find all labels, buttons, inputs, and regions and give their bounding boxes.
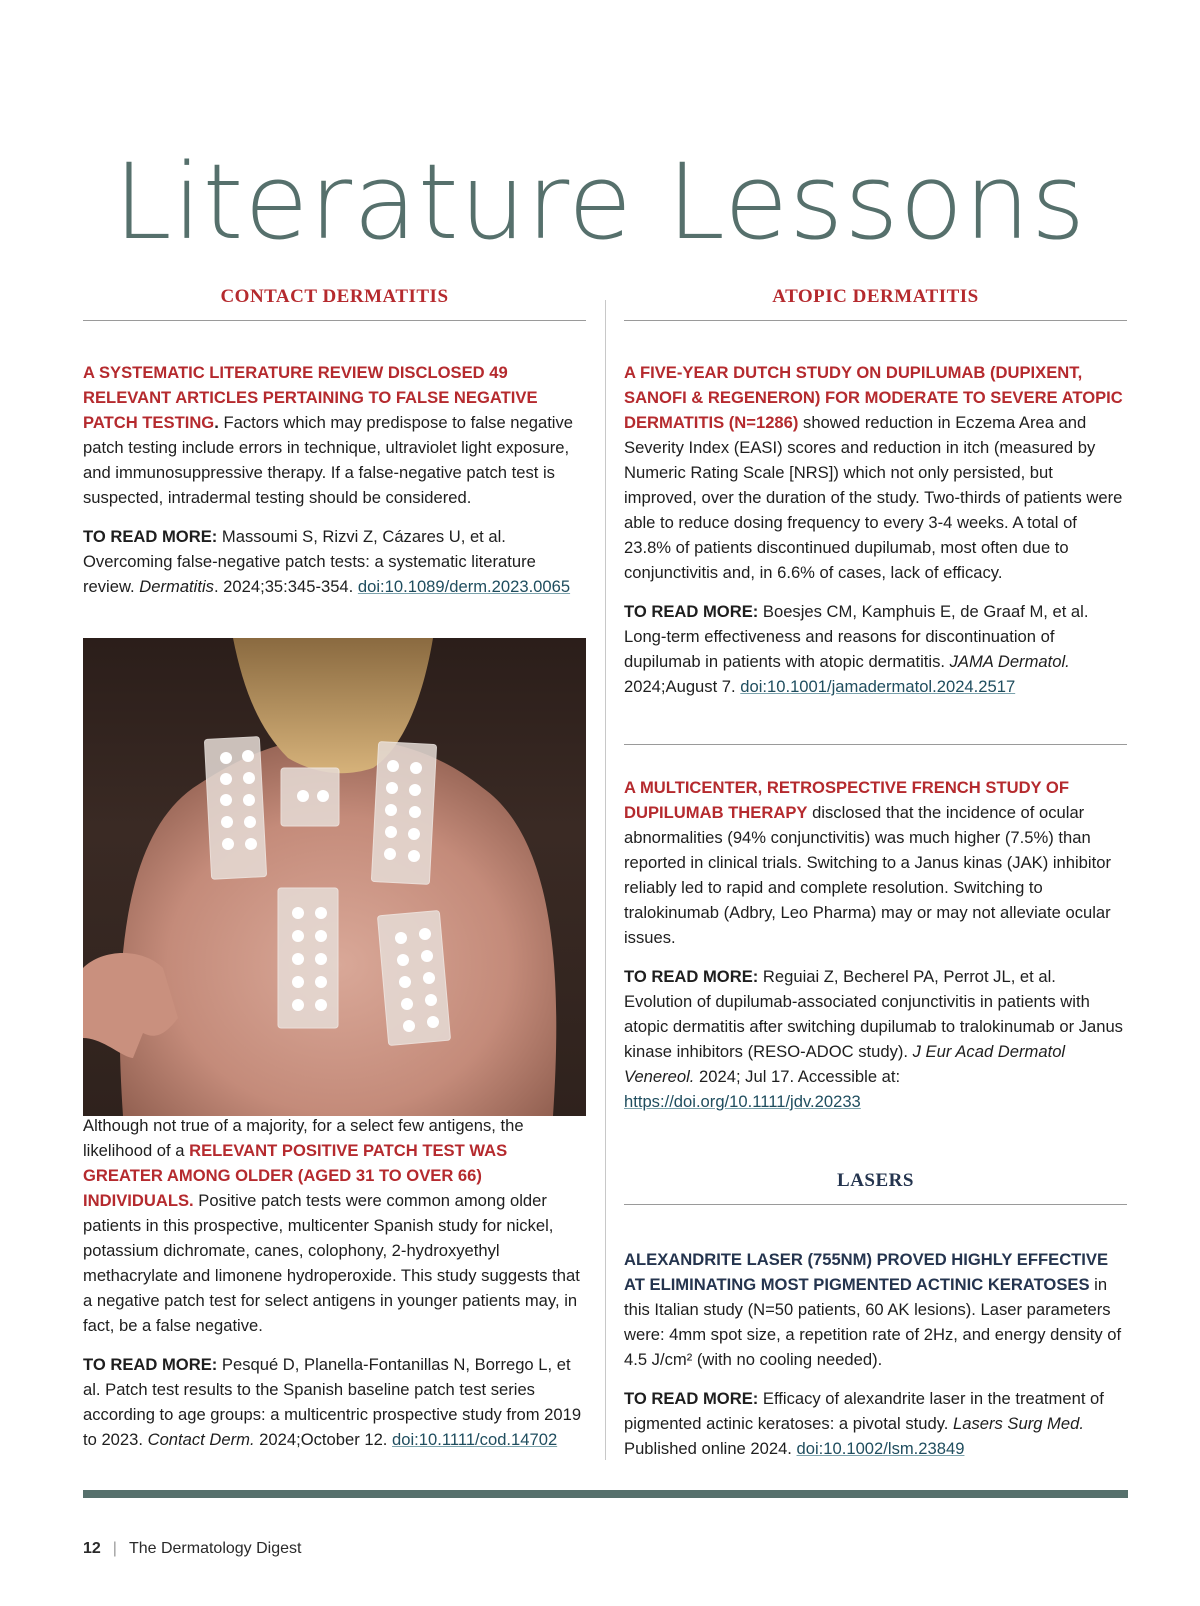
patch-test-illustration	[83, 638, 586, 1116]
article-false-negative-patch	[83, 360, 586, 599]
section-heading-contact-dermatitis: CONTACT DERMATITIS	[220, 286, 449, 307]
footer-separator: |	[112, 1540, 117, 1557]
doi-link[interactable]: doi:10.1089/derm.2023.0065	[357, 577, 571, 596]
journal-name: Contact Derm.	[147, 1430, 255, 1449]
bottom-bar	[83, 1490, 1128, 1498]
article-headline: RELEVANT POSITIVE PATCH TEST WAS GREATER AMONG OLDER (AGED 31 TO OVER 66) INDIVIDUALS.	[83, 1141, 508, 1210]
article-body: Factors which may predispose to false negative patch testing include errors in technique, ultraviolet light exposure, and immunosuppressive therapy. If a false-negative patch test is suspected, intradermal testing should be considered.	[83, 413, 574, 507]
article-dutch-dupilumab	[624, 360, 1127, 699]
column-divider	[605, 300, 606, 1460]
doi-link[interactable]: https://doi.org/10.1111/jdv.20233	[624, 1092, 861, 1111]
reference-text: Massoumi S, Rizvi Z, Cázares U, et al. Overcoming false-negative patch tests: a systematic literature review.	[83, 527, 536, 596]
read-more-label: TO READ MORE:	[83, 1355, 218, 1374]
reference-text: Efficacy of alexandrite laser in the treatment of pigmented actinic keratoses: a pivotal study.	[624, 1389, 1104, 1433]
journal-name: J Eur Acad Dermatol Venereol.	[624, 1042, 1066, 1086]
article-reference	[624, 599, 1127, 699]
section-rule	[83, 320, 586, 321]
article-reference	[83, 1352, 586, 1452]
page-number: 12	[83, 1540, 101, 1557]
page-title: Literature Lessons	[113, 141, 1087, 263]
article-headline: ALEXANDRITE LASER (755NM) PROVED HIGHLY EFFECTIVE AT ELIMINATING MOST PIGMENTED ACTINIC KERATOSES	[624, 1250, 1109, 1294]
reference-end: Published online 2024.	[624, 1439, 797, 1458]
publication-name: The Dermatology Digest	[128, 1540, 302, 1557]
article-summary	[624, 1247, 1127, 1372]
article-reference	[624, 964, 1127, 1114]
article-headline: A FIVE-YEAR DUTCH STUDY ON DUPILUMAB (DUPIXENT, SANOFI & REGENERON) FOR MODERATE TO SEVERE ATOPIC DERMATITIS (N=1286)	[624, 363, 1123, 432]
article-rule	[624, 744, 1127, 745]
headline-period: .	[214, 413, 219, 432]
reference-text: Pesqué D, Planella-Fontanillas N, Borrego L, et al. Patch test results to the Spanish baseline patch test series according to age groups: a multicentric prospective study from 2019 to 2023.	[83, 1355, 582, 1449]
section-rule	[624, 1204, 1127, 1205]
reference-end: 2024; Jul 17. Accessible at:	[694, 1067, 901, 1086]
article-french-dupilumab	[624, 775, 1127, 1114]
reference-end: 2024;August 7.	[624, 677, 741, 696]
read-more-label: TO READ MORE:	[624, 1389, 759, 1408]
section-rule	[624, 320, 1127, 321]
article-intro: Although not true of a majority, for a select few antigens, the likelihood of a	[83, 1116, 524, 1160]
section-heading-atopic-dermatitis: ATOPIC DERMATITIS	[772, 286, 979, 307]
article-headline: A MULTICENTER, RETROSPECTIVE FRENCH STUDY OF DUPILUMAB THERAPY	[624, 778, 1069, 822]
article-summary	[624, 360, 1127, 585]
article-older-individuals	[83, 1113, 586, 1452]
article-body: disclosed that the incidence of ocular abnormalities (94% conjunctivitis) was much higher (7.5%) than reported in clinical trials. Switching to a Janus kinas (JAK) inhibitor reliably led to rapid and complete resolution. Switching to tralokinumab (Adbry, Leo Pharma) may or may not alleviate ocular issues.	[624, 803, 1111, 947]
doi-link[interactable]: doi:10.1001/jamadermatol.2024.2517	[740, 677, 1016, 696]
article-body: in this Italian study (N=50 patients, 60 AK lesions). Laser parameters were: 4mm spot size, a repetition rate of 2Hz, and energy density of 4.5 J/cm² (with no cooling needed).	[624, 1275, 1122, 1369]
article-alexandrite-laser	[624, 1247, 1127, 1461]
reference-end: 2024;October 12.	[254, 1430, 393, 1449]
article-summary	[83, 360, 586, 510]
journal-name: Lasers Surg Med.	[952, 1414, 1084, 1433]
journal-name: JAMA Dermatol.	[949, 652, 1070, 671]
article-reference	[83, 524, 586, 599]
article-body: showed reduction in Eczema Area and Severity Index (EASI) scores and reduction in itch (measured by Numeric Rating Scale [NRS]) which not only persisted, but improved, over the duration of the study. Two-thirds of patients were able to reduce dosing frequency to every 3-4 weeks. A total of 23.8% of patients discontinued dupilumab, most often due to conjunctivitis and, in 6.6% of cases, lack of efficacy.	[624, 413, 1123, 582]
read-more-label: TO READ MORE:	[83, 527, 218, 546]
reference-end: . 2024;35:345-354.	[213, 577, 358, 596]
patch-test-photo	[83, 638, 586, 1116]
read-more-label: TO READ MORE:	[624, 602, 759, 621]
article-headline: A SYSTEMATIC LITERATURE REVIEW DISCLOSED 49 RELEVANT ARTICLES PERTAINING TO FALSE NEGATIVE PATCH TESTING	[83, 363, 538, 432]
journal-name: Dermatitis	[139, 577, 214, 596]
doi-link[interactable]: doi:10.1111/cod.14702	[392, 1430, 558, 1449]
page-footer	[83, 1540, 301, 1558]
section-heading-lasers: LASERS	[837, 1170, 914, 1191]
article-body: Positive patch tests were common among older patients in this prospective, multicenter Spanish study for nickel, potassium dichromate, canes, colophony, 2-hydroxyethyl methacrylate and limonene hydroperoxide. This study suggests that a negative patch test for select antigens in younger patients may, in fact, be a false negative.	[83, 1191, 580, 1335]
article-summary	[83, 1113, 586, 1338]
article-reference	[624, 1386, 1127, 1461]
read-more-label: TO READ MORE:	[624, 967, 759, 986]
doi-link[interactable]: doi:10.1002/lsm.23849	[796, 1439, 965, 1458]
reference-text: Reguiai Z, Becherel PA, Perrot JL, et al. Evolution of dupilumab-associated conjunctivitis in patients with atopic dermatitis after switching dupilumab to tralokinumab or Janus kinase inhibitors (RESO-ADOC study).	[624, 967, 1123, 1061]
reference-text: Boesjes CM, Kamphuis E, de Graaf M, et al. Long-term effectiveness and reasons for discontinuation of dupilumab in patients with atopic dermatitis.	[624, 602, 1089, 671]
article-summary	[624, 775, 1127, 950]
